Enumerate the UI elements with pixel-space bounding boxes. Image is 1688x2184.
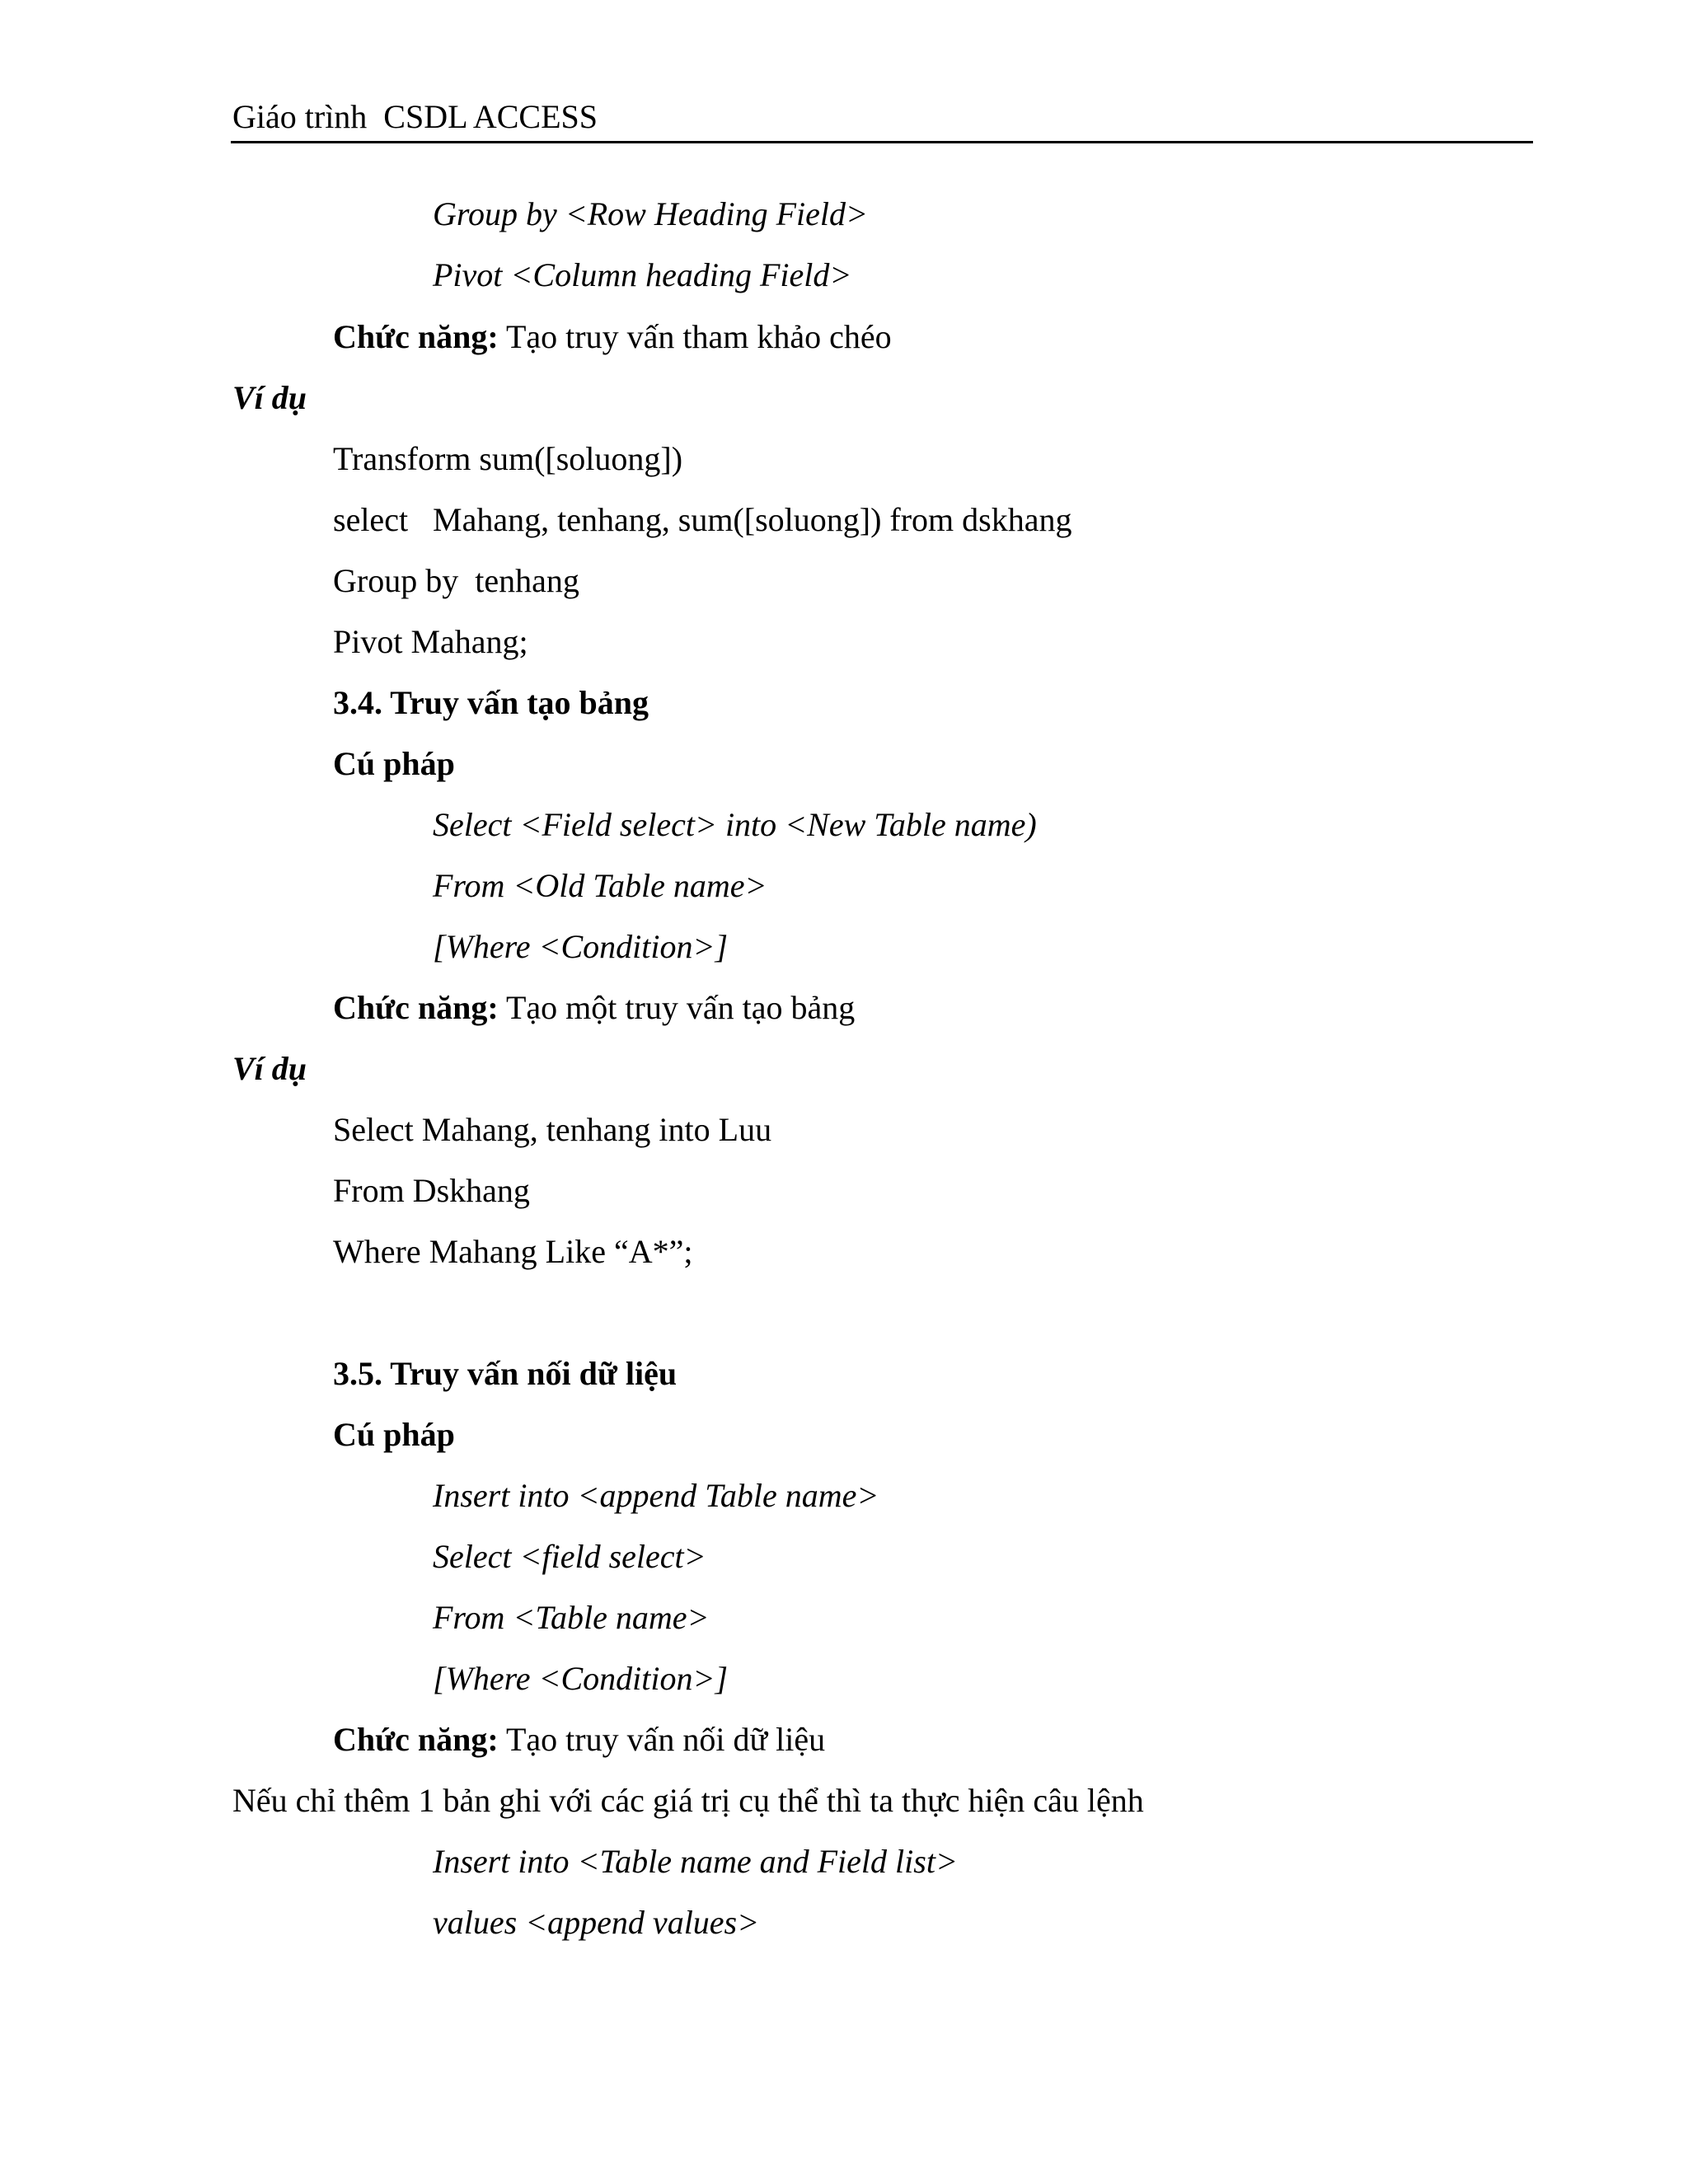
function-line: [333, 1720, 825, 1760]
syntax-line: Select <field select>: [433, 1538, 706, 1575]
syntax-line: Select <Field select> into <New Table name): [433, 806, 1037, 843]
example-line: Select Mahang, tenhang into Luu: [333, 1111, 772, 1148]
body-paragraph: Nếu chỉ thêm 1 bản ghi với các giá trị cụ thể thì ta thực hiện câu lệnh: [232, 1782, 1144, 1819]
function-label: Chức năng:: [333, 989, 499, 1026]
syntax-line: Group by <Row Heading Field>: [433, 195, 868, 232]
example-line: Where Mahang Like “A*”;: [333, 1233, 693, 1270]
syntax-line: [Where <Condition>]: [433, 1660, 729, 1697]
syntax-line: values <append values>: [433, 1904, 760, 1941]
example-line: Group by tenhang: [333, 562, 579, 599]
function-line: [333, 317, 892, 357]
syntax-line: From <Old Table name>: [433, 867, 767, 904]
example-line: Pivot Mahang;: [333, 623, 528, 660]
function-text: Tạo truy vấn tham khảo chéo: [498, 318, 892, 355]
header-divider: [231, 141, 1533, 143]
function-label: Chức năng:: [333, 318, 499, 355]
syntax-line: Pivot <Column heading Field>: [433, 256, 852, 293]
syntax-line: From <Table name>: [433, 1599, 710, 1636]
page-header-title: Giáo trình CSDL ACCESS: [232, 98, 598, 135]
syntax-line: Insert into <Table name and Field list>: [433, 1843, 958, 1880]
function-line: [333, 988, 855, 1028]
syntax-label: Cú pháp: [333, 745, 455, 782]
syntax-line: [Where <Condition>]: [433, 928, 729, 965]
example-line: From Dskhang: [333, 1172, 530, 1209]
section-heading: 3.4. Truy vấn tạo bảng: [333, 684, 649, 721]
function-text: Tạo một truy vấn tạo bảng: [498, 989, 856, 1026]
example-label: Ví dụ: [232, 1050, 307, 1087]
syntax-line: Insert into <append Table name>: [433, 1477, 879, 1514]
function-label: Chức năng:: [333, 1721, 499, 1758]
example-line: Transform sum([soluong]): [333, 440, 683, 477]
section-heading: 3.5. Truy vấn nối dữ liệu: [333, 1355, 678, 1392]
example-label: Ví dụ: [232, 379, 307, 416]
function-text: Tạo truy vấn nối dữ liệu: [498, 1721, 826, 1758]
example-line: select Mahang, tenhang, sum([soluong]) from dskhang: [333, 501, 1072, 538]
syntax-label: Cú pháp: [333, 1416, 455, 1453]
